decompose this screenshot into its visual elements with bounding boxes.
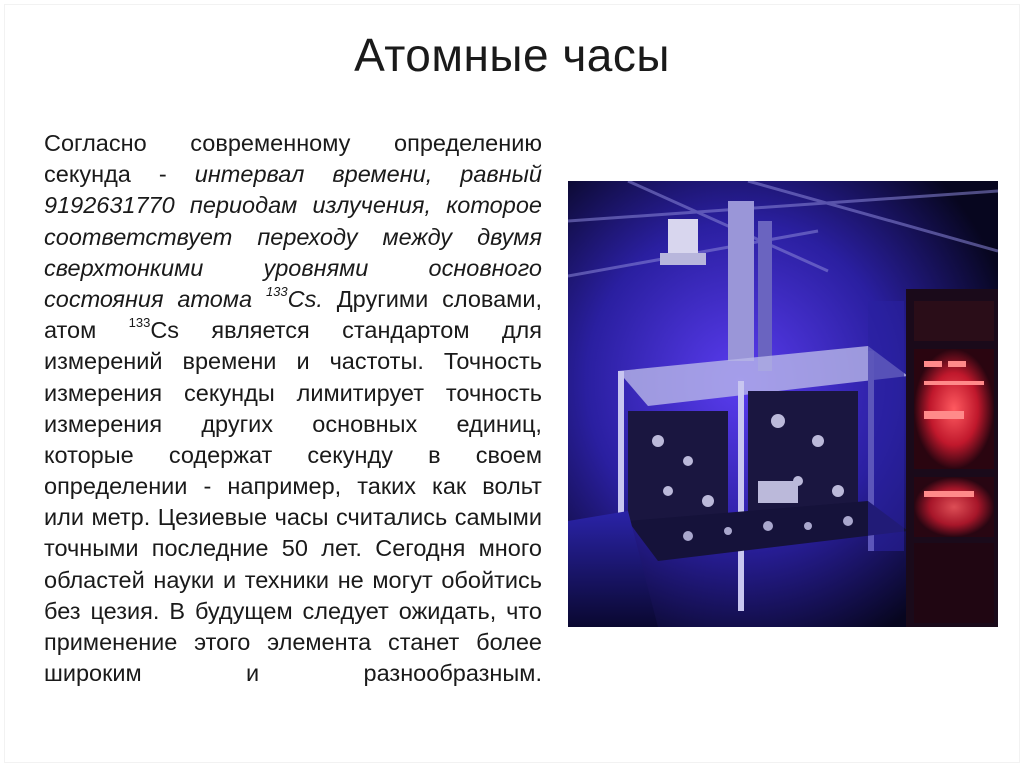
paragraph-word: основного: [428, 254, 542, 281]
paragraph-word-text: Cs.: [287, 285, 323, 312]
paragraph-line: [44, 284, 542, 315]
paragraph-word: 9192631770: [44, 192, 175, 219]
paragraph-word: измерения: [44, 410, 163, 437]
paragraph-word: лет.: [321, 535, 362, 562]
paragraph-word: часы: [274, 504, 329, 531]
paragraph-word: областей: [44, 566, 145, 593]
paragraph-line: [44, 471, 542, 502]
paragraph-word: науки: [153, 566, 215, 593]
paragraph-word: Точность: [443, 348, 542, 375]
paragraph-line: [44, 627, 542, 658]
paragraph-line: [44, 596, 542, 627]
paragraph-word: является: [211, 317, 310, 344]
paragraph-word: сверхтонкими: [44, 254, 204, 281]
paragraph-word: последние: [151, 535, 269, 562]
paragraph-word: без: [44, 597, 81, 624]
paragraph-line: [44, 533, 542, 564]
paragraph-word: соответствует: [44, 223, 233, 250]
paragraph-word: станет: [387, 629, 460, 655]
paragraph-word: своем: [475, 441, 542, 468]
paragraph-word: ожидать,: [398, 597, 497, 624]
paragraph-line: [44, 346, 542, 377]
paragraph-word: словами,: [442, 285, 542, 312]
slide-title: Атомные часы: [354, 29, 670, 81]
paragraph-word: секунды: [184, 379, 275, 406]
paragraph-word: Другими: [336, 285, 429, 312]
isotope-superscript: 133: [128, 315, 151, 331]
paragraph-line: [44, 190, 542, 221]
paragraph-word: двумя: [477, 223, 542, 250]
paragraph-line: [44, 502, 542, 533]
paragraph-word: переходу: [257, 223, 358, 250]
paragraph-word: современному: [190, 130, 351, 156]
paragraph-line: [44, 315, 542, 346]
paragraph-line: [44, 222, 542, 253]
paragraph-word: точность: [445, 379, 542, 406]
paragraph-word: например,: [227, 473, 342, 500]
paragraph-word-text: Cs: [150, 317, 180, 344]
paragraph-word: вольт: [482, 473, 542, 500]
paragraph-word: в: [428, 441, 441, 468]
paragraph-word: других: [201, 410, 274, 437]
paragraph-word: Согласно: [44, 130, 147, 156]
paragraph-line: [44, 409, 542, 440]
paragraph-word: обойтись: [441, 566, 542, 593]
paragraph-word: -: [203, 473, 212, 500]
paragraph-word: содержат: [168, 441, 273, 468]
paragraph-word: метр.: [91, 504, 151, 531]
paragraph-word: -: [158, 161, 167, 188]
paragraph-word: излучения,: [312, 192, 432, 219]
paragraph-word: считались: [336, 504, 448, 531]
paragraph-word: точными: [44, 535, 139, 562]
atomic-clock-photo: [568, 181, 998, 627]
paragraph-word: атом: [44, 317, 97, 344]
paragraph-line: [44, 658, 542, 689]
isotope-superscript: 133: [265, 284, 288, 300]
paragraph-line: [44, 565, 542, 596]
paragraph-word: между: [382, 223, 453, 250]
paragraph-word: атома: [177, 285, 253, 312]
body-paragraph: [44, 128, 542, 689]
paragraph-word: элемента: [267, 629, 372, 655]
paragraph-word: определении: [44, 473, 188, 500]
paragraph-word: могут: [372, 566, 433, 593]
paragraph-line: [44, 253, 542, 284]
paragraph-word: лимитирует: [296, 379, 424, 406]
paragraph-word: которое: [446, 192, 542, 219]
paragraph-line: [44, 128, 542, 159]
paragraph-word: измерений: [44, 348, 163, 375]
paragraph-word: частоты.: [329, 348, 424, 375]
paragraph-word: стандартом: [342, 317, 470, 344]
paragraph-word: что: [506, 597, 542, 624]
paragraph-word: как: [432, 473, 467, 500]
paragraph-word: не: [337, 566, 364, 593]
paragraph-word: или: [44, 504, 84, 531]
paragraph-word: секунду: [307, 441, 393, 468]
paragraph-word: техники: [244, 566, 330, 593]
paragraph-word: цезия.: [90, 597, 160, 624]
paragraph-word: состояния: [44, 285, 164, 312]
paragraph-word: и: [222, 566, 237, 593]
paragraph-word: периодам: [189, 192, 298, 219]
paragraph-word: широким: [44, 660, 142, 687]
paragraph-word: и: [246, 660, 260, 687]
paragraph-word: времени: [182, 348, 277, 375]
paragraph-word: определению: [394, 130, 542, 156]
paragraph-word: секунда: [44, 161, 131, 188]
paragraph-word: для: [501, 317, 542, 344]
paragraph-word: много: [478, 535, 542, 562]
paragraph-line: [44, 159, 542, 190]
paragraph-word: уровнями: [263, 254, 369, 281]
paragraph-word: [129, 315, 179, 346]
paragraph-word: основных: [312, 410, 418, 437]
paragraph-line: [44, 378, 542, 409]
paragraph-word: этого: [194, 629, 251, 655]
paragraph-word: 50: [281, 535, 308, 562]
paragraph-word: времени,: [332, 161, 433, 188]
paragraph-word: равный: [460, 161, 542, 188]
paragraph-word: единиц,: [456, 410, 542, 437]
paragraph-word: и: [296, 348, 310, 375]
paragraph-word: таких: [357, 473, 416, 500]
paragraph-word: интервал: [194, 161, 305, 188]
paragraph-word: [266, 284, 323, 315]
paragraph-line: [44, 440, 542, 471]
paragraph-word: самыми: [454, 504, 542, 531]
paragraph-word: следует: [302, 597, 389, 624]
paragraph-word: применение: [44, 629, 178, 655]
paragraph-word: разнообразным.: [363, 660, 542, 687]
paragraph-word: измерения: [44, 379, 163, 406]
paragraph-word: В: [169, 597, 185, 624]
paragraph-word: которые: [44, 441, 134, 468]
paragraph-word: Цезиевые: [157, 504, 268, 531]
paragraph-word: будущем: [194, 597, 293, 624]
paragraph-word: более: [476, 629, 542, 655]
paragraph-word: Сегодня: [375, 535, 466, 562]
atomic-clock-lab-image: [568, 181, 998, 627]
